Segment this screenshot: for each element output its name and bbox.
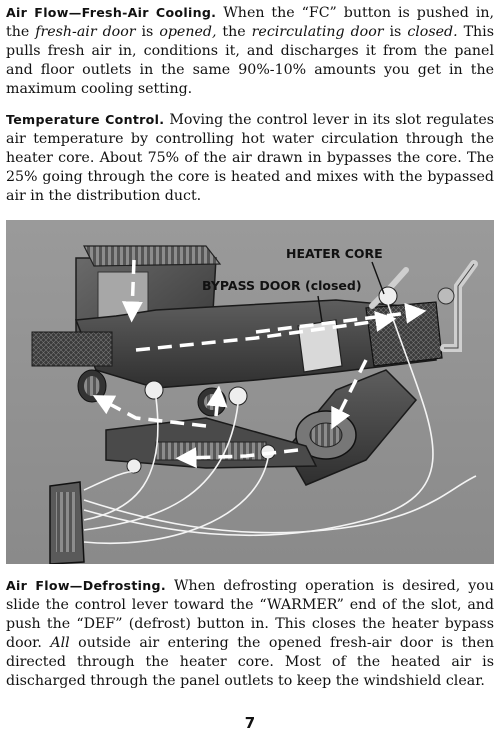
- heater-core-block: [366, 302, 442, 366]
- fresh-air-heading: Air Flow—Fresh-Air Cooling.: [6, 5, 217, 20]
- temperature-paragraph: [6, 110, 494, 206]
- fresh-air-emphasis-1: fresh-air door: [35, 24, 136, 40]
- fresh-air-text-2: is: [135, 24, 160, 40]
- left-panel-outlet-louver: [84, 376, 100, 396]
- heater-core-label: HEATER CORE: [286, 246, 383, 261]
- heater-system-illustration: [6, 220, 494, 564]
- fresh-air-text-1: When the “FC” button is pushed in, the: [6, 5, 495, 40]
- defrost-text-2: outside air entering the opened fresh-air door is then directed through the heater core. Most of the heated air is discharged through the panel outlets to keep the windshield clear.: [6, 635, 494, 689]
- fresh-air-emphasis-4: closed.: [407, 24, 458, 40]
- vacuum-motor-1: [145, 381, 163, 399]
- control-unit-buttons: [56, 492, 76, 552]
- fresh-air-emphasis-3: recirculating door: [251, 24, 384, 40]
- fresh-air-paragraph: [6, 3, 494, 99]
- vacuum-motor-2: [229, 387, 247, 405]
- vacuum-motor-4: [127, 459, 141, 473]
- page-number: 7: [244, 714, 256, 732]
- defrost-text-1: When defrosting operation is desired, you slide the control lever toward the “WARMER” end of the slot, and push the “DEF” (defrost) button in. This closes the heater bypass door.: [6, 578, 494, 651]
- blower-fan: [310, 423, 342, 447]
- pipe-clamp: [438, 288, 454, 304]
- defrost-paragraph: [6, 576, 494, 691]
- defrost-heading: Air Flow—Defrosting.: [6, 578, 166, 593]
- fresh-air-text-3: the: [216, 24, 252, 40]
- bypass-door-label: BYPASS DOOR (closed): [202, 278, 362, 293]
- fresh-air-text-4: is: [383, 24, 408, 40]
- recirculating-grille: [32, 332, 112, 366]
- fresh-air-emphasis-2: opened,: [159, 24, 217, 40]
- fresh-air-text-5: This pulls fresh air in, conditions it, and discharges it from the panel and floor outlets in the same 90%-10% amounts you get in the maximum cooling setting.: [6, 24, 494, 97]
- temperature-heading: Temperature Control.: [6, 112, 165, 127]
- intake-grille: [84, 246, 220, 266]
- defrost-emphasis: All: [50, 635, 70, 651]
- temperature-text: Moving the control lever in its slot regulates air temperature by controlling hot water circulation through the heater core. About 75% of the air drawn in bypasses the core. The 25% going through the core is heated and mixes with the bypassed air in the distribution duct.: [6, 112, 494, 204]
- heater-diagram: [6, 220, 494, 564]
